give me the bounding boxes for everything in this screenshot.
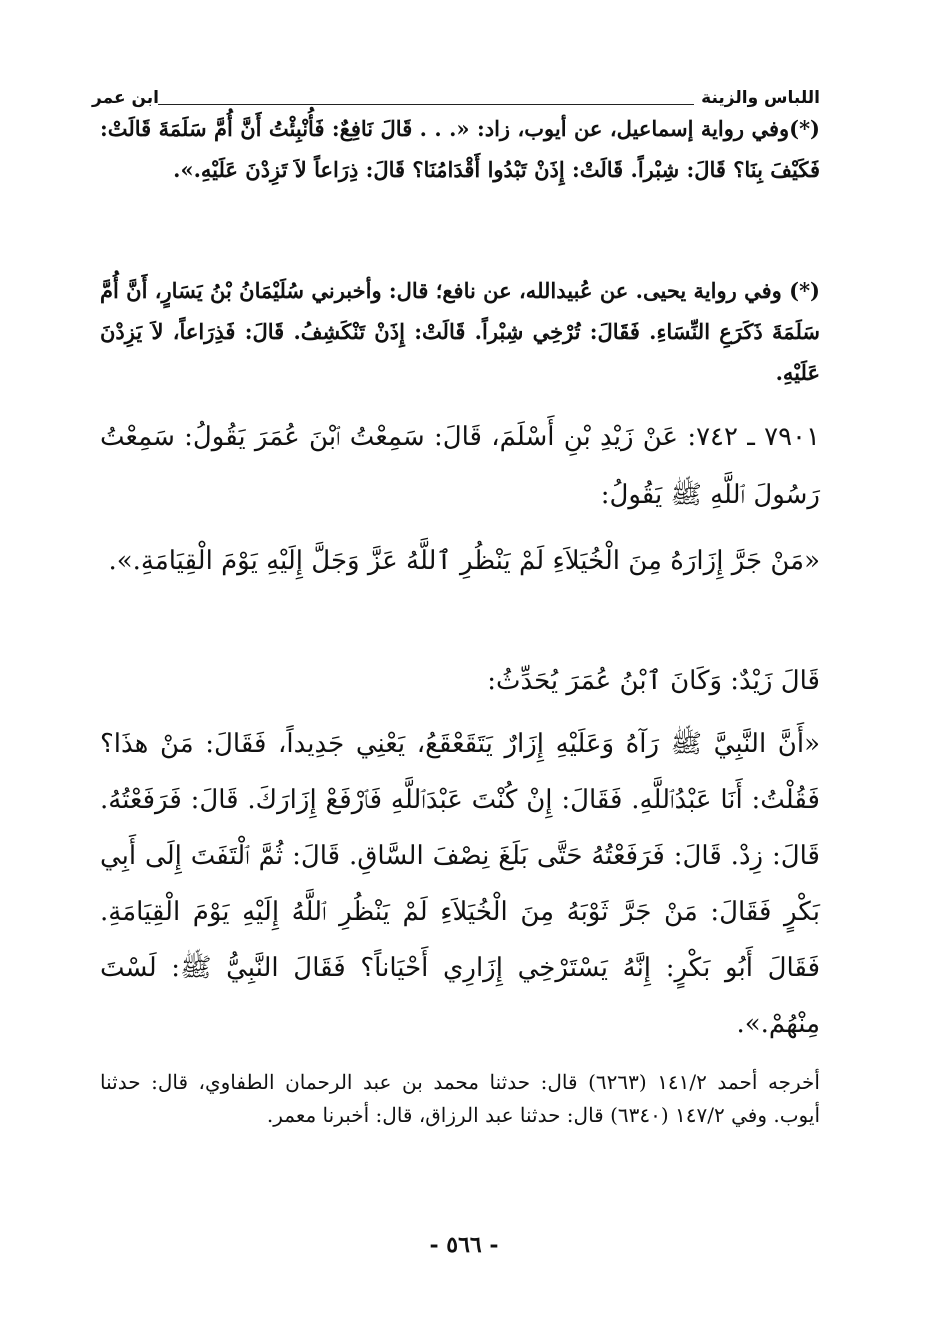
zayd-statement: قَالَ زَيْدٌ: وَكَانَ ٱبْنُ عُمَرَ يُحَدِّثُ: <box>487 666 820 696</box>
source-note: أخرجه أحمد ١٤١/٢ (٦٢٦٣) قال: حدثنا محمد بن عبد الرحمان الطفاوي، قال: حدثنا أيوب. وفي ١٤٧/٢ (٦٣٤٠) قال: حدثنا عبد الرزاق، قال: أخبرنا معمر. <box>100 1070 820 1127</box>
hadith-text-2: «أَنَّ النَّبِيَّ ﷺ رَآهُ وَعَلَيْهِ إِزَارٌ يَتَقَعْقَعُ، يَعْنِي جَدِيداً، فَقَالَ: مَنْ هذَا؟ فَقُلْتُ: أَنَا عَبْدُٱللَّهِ. فَقَالَ: إِنْ كُنْتَ عَبْدَٱللَّهِ فَٱرْفَعْ إِزَارَكَ. قَالَ: فَرَفَعْتُهُ. قَالَ: زِدْ. قَالَ: فَرَفَعْتُهُ حَتَّى بَلَغَ نِصْفَ السَّاقِ. قَالَ: ثُمَّ ٱلْتَفَتَ إِلَى أَبِي بَكْرٍ فَقَالَ: مَنْ جَرَّ ثَوْبَهُ مِنَ الْخُيَلاَءِ لَمْ يَنْظُرِ ٱللَّهُ إِلَيْهِ يَوْمَ الْقِيَامَةِ. فَقَالَ أَبُو بَكْرٍ: إِنَّهُ يَسْتَرْخِي إِزَارِي أَحْيَاناً؟ فَقَالَ النَّبِيُّ ﷺ: لَسْتَ مِنْهُمْ.». <box>100 729 820 1039</box>
footnote-yahya: (*) وفي رواية يحيى. عن عُبيدالله، عن نافع؛ قال: وأخبرني سُلَيْمَانُ بْنُ يَسَارٍ، أَنَّ أُمَّ سَلَمَةَ ذَكَرَعِ النِّسَاءِ. فَقَالَ: تُرْخِي شِبْراً. قَالَتْ: إِذَنْ تَنْكَشِفُ. قَالَ: فَذِرَاعاً، لاَ يَزِدْنَ عَلَيْهِ. <box>100 278 820 385</box>
page-number: - ٥٦٦ - <box>429 1232 499 1258</box>
hadith-text-1: «مَنْ جَرَّ إِزَارَهُ مِنَ الْخُيَلاَءِ لَمْ يَنْظُرِ ٱللَّهُ عَزَّ وَجَلَّ إِلَيْهِ يَوْمَ الْقِيَامَةِ.». <box>108 546 820 576</box>
chapter-title: اللباس والزينة <box>701 88 820 108</box>
header-rule <box>158 104 694 105</box>
footnote-ismail: (*)وفي رواية إسماعيل، عن أيوب، زاد: «. . . قَالَ نَافِعٌ: فَأُنْبِئْتُ أَنَّ أُمَّ سَلَمَةَ قَالَتْ: فَكَيْفَ بِنَا؟ قَالَ: شِبْراً. قَالَتْ: إِذَنْ تَبْدُوا أَقْدَامُنَا؟ قَالَ: ذِرَاعاً لاَ تَزِدْنَ عَلَيْهِ.». <box>100 116 820 182</box>
hadith-isnad: ٧٩٠١ ـ ٧٤٢: عَنْ زَيْدِ بْنِ أَسْلَمَ، قَالَ: سَمِعْتُ ٱبْنَ عُمَرَ يَقُولُ: سَمِعْتُ رَسُولَ ٱللَّهِ ﷺ يَقُولُ: <box>100 422 820 510</box>
narrator-name: ابن عمر <box>92 88 160 108</box>
